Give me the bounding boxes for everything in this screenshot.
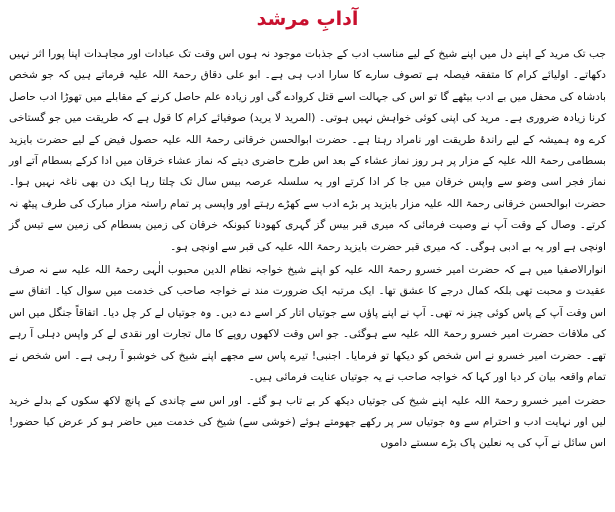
paragraph: جب تک مرید کے اپنے دل میں اپنے شیخ کے لیے مناسب ادب کے جذبات موجود نہ ہوں اس وقت تک عبادات اور مجاہدات اپنا پورا اثر نہیں دکھاتے۔ اولیائے کرام کا متفقہ فیصلہ ہے تصوف سارے کا سارا ادب ہی ہے۔ ابو علی دقاق رحمۃ اللہ علیہ فرماتے ہیں کہ جو شخص بادشاہ کی محفل میں بے ادب بیٹھے گا تو اس کی جہالت اسے قتل کروادے گی اور زیادہ علم حاصل کرنے کے مقابلے میں تھوڑا ادب حاصل کرنا زیادہ ضروری ہے۔ مرید کی اپنی کوئی خواہش نہیں ہوتی۔ (المرید لا یرید) صوفیائے کرام کا قول ہے کہ طریقت میں جو گستاخی کرے وہ ہمیشہ کے لیے راندۂ طریقت اور نامراد رہتا ہے۔ حضرت ابوالحسن خرقانی رحمۃ اللہ علیہ حصول فیض کے لیے حضرت بایزید بسطامی رحمۃ اللہ علیہ کے مزار پر ہر روز نماز عشاء کے بعد اس طرح حاضری دیتے کہ نماز عشاء خرقان میں ادا کرکے بسطام آتے اور نماز فجر اسی وضو سے واپس خرقان میں جا کر ادا کرتے اور یہ سلسلہ عرصہ بیس سال تک چلتا رہا ایک دن بھی ناغہ نہیں ہوا۔ حضرت ابوالحسن خرقانی رحمۃ اللہ علیہ مزار بایزید پر بڑے ادب سے کھڑے رہتے اور واپسی پر تمام راستہ مزار مبارک کی طرف پیٹھ نہ کرتے۔ وصال کے وقت آپ نے وصیت فرمائی کہ میری قبر بیس گز گہری کھودنا کیونکہ خرقان کی زمین بسطام کی زمین سے تیس گز اونچی ہے اور یہ بے ادبی ہوگی۔ کہ میری قبر حضرت بایزید رحمۃ اللہ علیہ کی قبر سے اونچی ہو۔ (9, 48, 606, 253)
article-body (9, 44, 606, 455)
paragraph: انوارالاصفیا میں ہے کہ حضرت امیر خسرو رحمۃ اللہ علیہ کو اپنے شیخ خواجہ نظام الدین محبوب الٰہی رحمۃ اللہ علیہ سے نہ صرف عقیدت و محبت تھی بلکہ کمال درجے کا عشق تھا۔ ایک مرتبہ ایک ضرورت مند نے خواجہ صاحب کی خدمت میں سوال کیا۔ اتفاق سے اس وقت آپ کے پاس کوئی چیز نہ تھی۔ آپ نے اپنے پاؤں سے جوتیاں اتار کر اسے دے دیں۔ وہ جوتیاں لے کر چل دیا۔ اتفاقاً جنگل میں اس کی ملاقات حضرت امیر خسرو رحمۃ اللہ علیہ سے ہوگئی۔ جو اس وقت لاکھوں روپے کا مال تجارت اور نقدی لے کر واپس دہلی آ رہے تھے۔ حضرت امیر خسرو نے اس شخص کو دیکھا تو فرمایا۔ اجنبی! تیرے پاس سے مجھے اپنے شیخ کی خوشبو آ رہی ہے۔ اس شخص نے تمام واقعہ بیان کر دیا اور کہا کہ خواجہ صاحب نے یہ جوتیاں عنایت فرمائی ہیں۔ (9, 264, 606, 384)
paragraph: حضرت امیر خسرو رحمۃ اللہ علیہ اپنے شیخ کی جوتیاں دیکھ کر بے تاب ہو گئے۔ اور اس سے چاندی کے پانچ لاکھ سکوں کے بدلے خرید لیں اور نہایت ادب و احترام سے وہ جوتیاں سر پر رکھے جھومتے ہوئے (خوشی سے) شیخ کی خدمت میں حاضر ہو کر عرض کیا حضور! اس سائل نے آپ کی یہ نعلین پاک بڑے سستے داموں (9, 394, 606, 450)
page-title: آدابِ مرشد (256, 8, 359, 30)
